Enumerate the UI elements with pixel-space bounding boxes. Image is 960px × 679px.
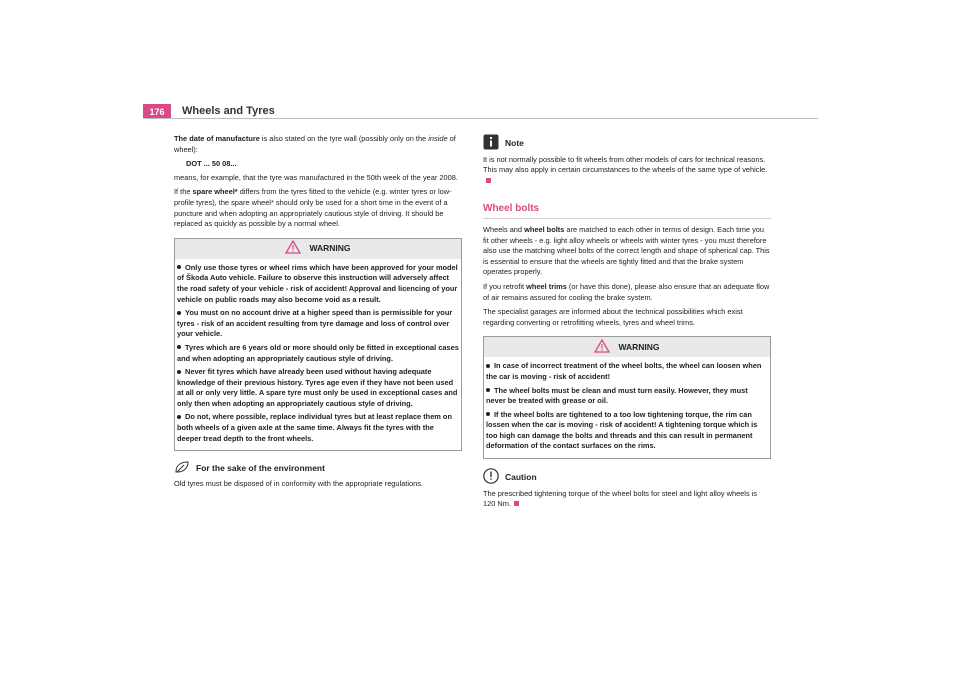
bold-term: spare wheel*	[192, 187, 238, 197]
warning-text: You must on no account drive at a higher speed than is permissible for your tyres - risk of an accident resulting from tyre damage and loss of control over your vehicle.	[177, 308, 453, 339]
note-title: Note	[505, 138, 524, 148]
note-icon	[483, 134, 499, 153]
warning-title: WARNING	[618, 342, 660, 353]
warning-text: In case of incorrect treatment of the wheel bolts, the wheel can loosen when the car is moving - risk of accident!	[486, 361, 762, 381]
bullet-icon	[177, 370, 181, 374]
warning-text: Never fit tyres which have already been used without having adequate knowledge of their previous history. Tyres age even if they have not been used at all or only very little. A spare tyre must only be used in exceptional cases and only then when adopting an appropriately cautious style of driving.	[177, 367, 458, 408]
note-text	[483, 155, 771, 187]
environment-title: For the sake of the environment	[196, 463, 325, 474]
warning-text: The wheel bolts must be clean and must turn easily. However, they must never be treated with grease or oil.	[486, 385, 748, 406]
text: The prescribed tightening torque of the wheel bolts for steel and light alloy wheels is 120 Nm.	[483, 488, 758, 509]
text: It is not normally possible to fit wheels from other models of cars for technical reasons. This may also apply in certain circumstances to the wheels of the same type of vehicle.	[483, 154, 768, 175]
text: If the	[174, 187, 193, 197]
italic-term: inside	[428, 134, 448, 143]
bold-term: The date of manufacture	[174, 134, 260, 143]
text: differs from the tyres fitted to the vehicle (e.g. winter tyres or low-profile tyres), the spare wheel* should only be used for a short time in the event of a puncture and when adopting an appropriately cautious style of driving. It should be replaced as quickly as possible by a normal wheel.	[174, 187, 452, 229]
note-header	[483, 134, 771, 153]
bullet-icon	[486, 364, 490, 368]
environment-text: Old tyres must be disposed of in conformity with the appropriate regulations.	[174, 478, 423, 488]
warning-item	[486, 410, 768, 452]
warning-text: Tyres which are 6 years old or more should only be fitted in exceptional cases and when adopting an appropriately cautious style of driving.	[177, 342, 459, 363]
warning-text: Do not, where possible, replace individual tyres but at least replace them on both wheels of a given axle at the same time. Always fit the tyres with the deeper tread depth to the front wheels.	[177, 412, 452, 443]
header-rule	[143, 118, 818, 119]
recycle-leaf-icon	[174, 460, 190, 477]
environment-header	[174, 460, 462, 477]
caution-text	[483, 489, 771, 510]
warning-item	[177, 412, 459, 444]
warning-body	[175, 259, 461, 451]
warning-item	[486, 386, 768, 407]
warning-box	[483, 336, 771, 459]
warning-item	[177, 343, 459, 364]
warning-item	[177, 367, 459, 409]
text: Wheels and	[483, 224, 525, 234]
left-column	[174, 134, 462, 493]
caution-header	[483, 468, 771, 487]
wheel-bolts-paragraph	[483, 225, 771, 278]
bullet-icon	[486, 412, 490, 416]
bullet-icon	[177, 265, 181, 269]
chapter-title: Wheels and Tyres	[182, 105, 275, 117]
warning-box	[174, 238, 462, 452]
caution-title: Caution	[505, 472, 537, 483]
bold-term: wheel bolts	[524, 224, 565, 234]
warning-header	[175, 239, 461, 259]
end-mark-icon	[514, 501, 519, 506]
warning-header	[484, 337, 770, 357]
text: If you retrofit	[483, 281, 527, 291]
text: (or have this done), please also ensure that an adequate flow of air remains assured for cooling the brake system.	[483, 281, 770, 302]
section-title-wheel-bolts: Wheel bolts	[483, 204, 771, 219]
end-mark-icon	[486, 178, 491, 183]
wheel-trims-paragraph	[483, 282, 771, 303]
warning-text: If the wheel bolts are tightened to a too low tightening torque, the rim can lossen when the car is moving - risk of accident! A tightening torque which is too high can damage the bolts and threads and this can result in permanent deformation of the contact surfaces on the rims.	[486, 409, 758, 451]
warning-text: Only use those tyres or wheel rims which have been approved for your model of Škoda Auto vehicle. Failure to observe this instruction will adversely affect the road safety of your vehicle - risk of accident! Approval and licencing of your vehicle on public roads may also become void as a result.	[177, 262, 458, 304]
spare-wheel-paragraph	[174, 187, 462, 229]
exclamation-circle-icon	[483, 468, 499, 487]
bullet-icon	[177, 311, 181, 315]
page-number: 176	[143, 104, 171, 119]
dot-code: DOT ... 50 08...	[186, 159, 237, 169]
warning-title: WARNING	[309, 243, 351, 254]
bullet-icon	[177, 345, 181, 349]
specialist-garages-paragraph: The specialist garages are informed about the technical possibilities which exist regarding converting or retrofitting wheels, tyres and wheel trims.	[483, 307, 743, 327]
dot-explanation: means, for example, that the tyre was manufactured in the 50th week of the year 2008.	[174, 172, 458, 182]
bold-term: wheel trims	[526, 281, 567, 291]
warning-item	[486, 361, 768, 382]
manufacture-date-paragraph	[174, 134, 462, 155]
warning-triangle-icon	[285, 240, 301, 257]
warning-triangle-icon	[594, 339, 610, 356]
text: of wheel):	[174, 134, 456, 154]
text: is also stated on the tyre wall (possibly only on the	[259, 134, 429, 143]
warning-item	[177, 263, 459, 305]
text: are matched to each other in terms of design. Each time you fit other wheels - e.g. light alloy wheels or wheels with winter tyres - you must therefore also use the matching wheel bolts of the correct length and shape of spherical cap. This is essential to ensure that the wheels are tightly fitted and that the brake system operates properly.	[483, 224, 770, 277]
right-column	[483, 134, 771, 514]
warning-item	[177, 308, 459, 340]
bullet-icon	[177, 415, 181, 419]
bullet-icon	[486, 388, 490, 392]
warning-body	[484, 357, 770, 458]
